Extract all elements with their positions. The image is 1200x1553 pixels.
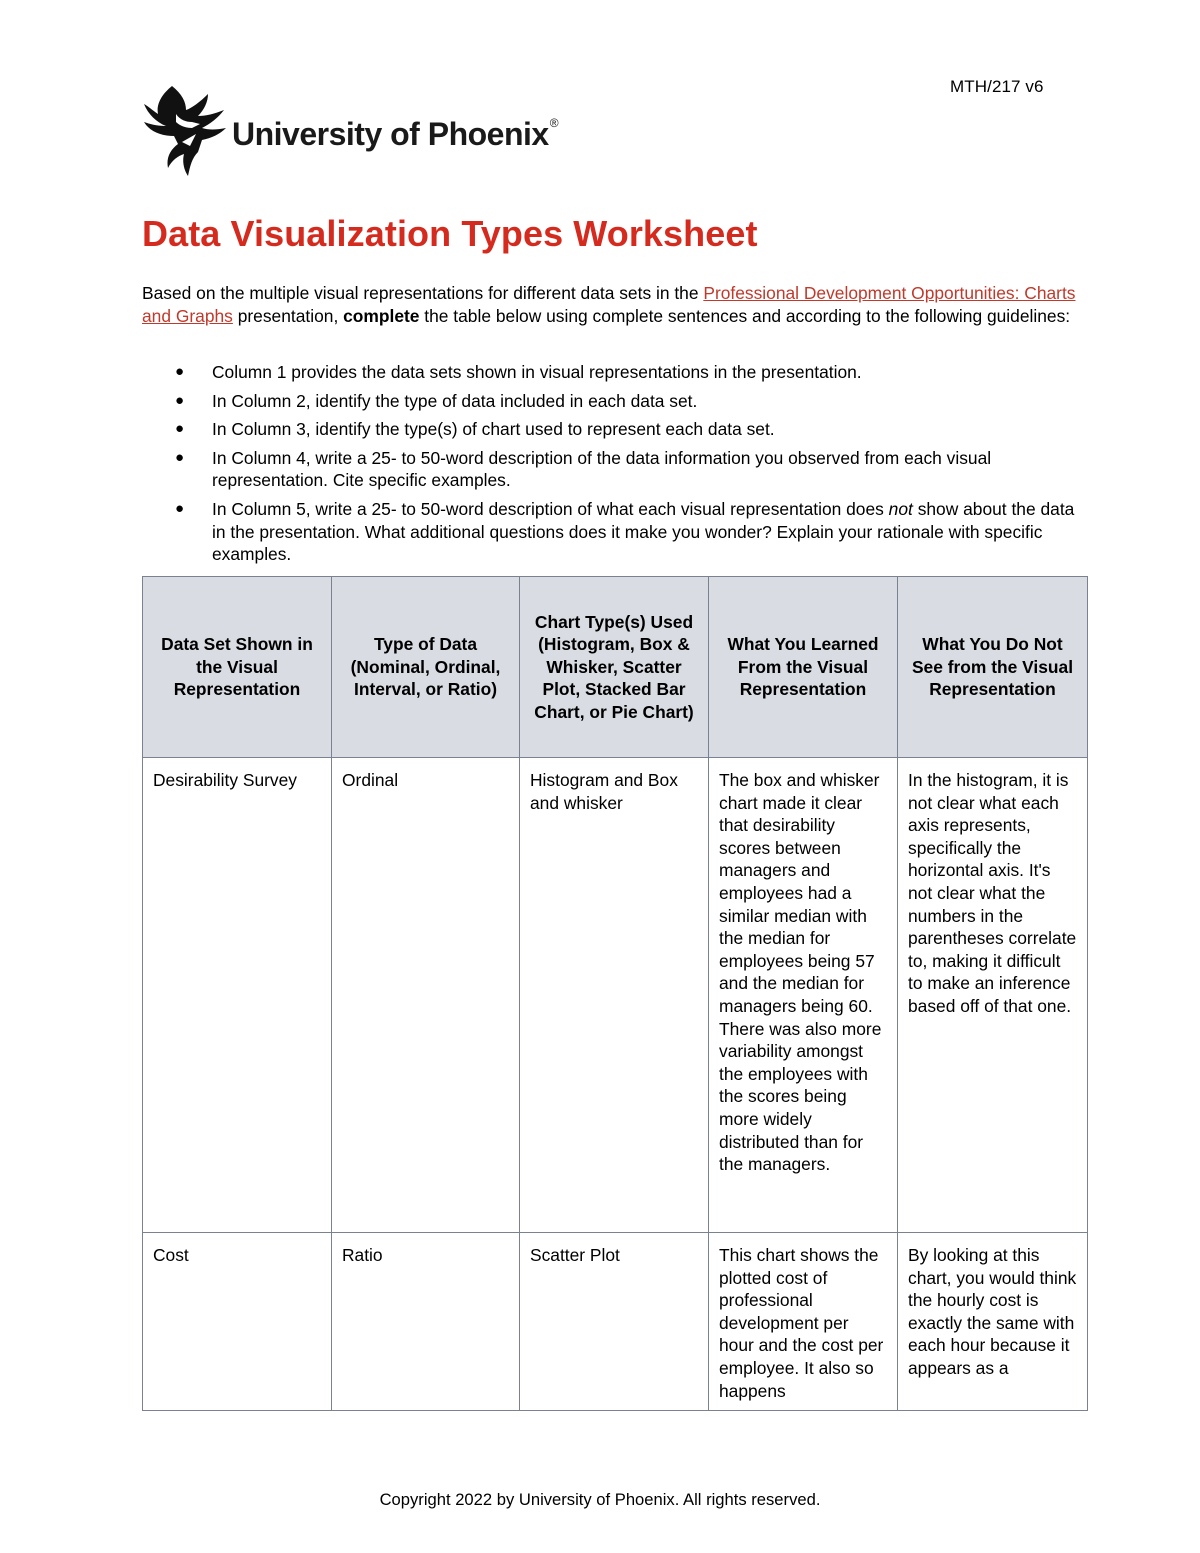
page-title: Data Visualization Types Worksheet bbox=[142, 213, 758, 254]
table-cell[interactable]: Scatter Plot bbox=[520, 1233, 709, 1411]
table-cell[interactable]: The box and whisker chart made it clear that desirability scores between managers and employees had a similar median with the median for employees being 57 and the median for managers being 60. There was also more variability amongst the employees with the scores being more widely distributed than for the managers. bbox=[709, 758, 898, 1233]
table-cell[interactable]: This chart shows the plotted cost of professional development per hour and the cost per employee. It also so happens bbox=[709, 1233, 898, 1411]
table-cell[interactable]: Desirability Survey bbox=[143, 758, 332, 1233]
logo-wordmark: University of Phoenix® bbox=[232, 116, 559, 152]
presentation-link[interactable]: Professional Development Opportunities: Charts and Graphs bbox=[142, 283, 1076, 326]
guideline-item: ● In Column 2, identify the type of data included in each data set. bbox=[175, 390, 698, 411]
emphasis-complete: complete bbox=[343, 305, 420, 326]
table-cell[interactable]: Ordinal bbox=[332, 758, 520, 1233]
guideline-item: ● In Column 4, write a 25- to 50-word description of the data information you observed from each visual representation. Cite specific examples. bbox=[175, 447, 992, 491]
column-header: What You Learned From the Visual Representation bbox=[709, 577, 898, 758]
course-code: MTH/217 v6 bbox=[950, 77, 1044, 96]
column-header: Data Set Shown in the Visual Representation bbox=[143, 577, 332, 758]
university-logo bbox=[142, 84, 562, 179]
table-cell[interactable]: Cost bbox=[143, 1233, 332, 1411]
table-cell[interactable]: Histogram and Box and whisker bbox=[520, 758, 709, 1233]
table-cell[interactable]: In the histogram, it is not clear what each axis represents, specifically the horizontal axis. It's not clear what the numbers in the parentheses correlate to, making it difficult to make an inference based off of that one. bbox=[898, 758, 1088, 1233]
worksheet-table bbox=[142, 576, 1088, 1411]
copyright-footer: Copyright 2022 by University of Phoenix. All rights reserved. bbox=[379, 1490, 821, 1509]
phoenix-bird-icon bbox=[142, 84, 228, 179]
guideline-item: ● In Column 5, write a 25- to 50-word description of what each visual representation does not show about the data in the presentation. What additional questions does it make you wonder? Explain your rationale with specific examples. bbox=[175, 498, 1075, 565]
column-header: What You Do Not See from the Visual Representation bbox=[898, 577, 1088, 758]
table-row bbox=[143, 1233, 1088, 1411]
guideline-item: ● Column 1 provides the data sets shown in visual representations in the presentation. bbox=[175, 362, 862, 382]
table-cell[interactable]: By looking at this chart, you would think the hourly cost is exactly the same with each hour because it appears as a bbox=[898, 1233, 1088, 1411]
column-header: Type of Data (Nominal, Ordinal, Interval, or Ratio) bbox=[332, 577, 520, 758]
table-row bbox=[143, 758, 1088, 1233]
guidelines-list bbox=[142, 361, 1077, 572]
guideline-item: ● In Column 3, identify the type(s) of chart used to represent each data set. bbox=[175, 419, 775, 440]
intro-paragraph: Based on the multiple visual representations for different data sets in the Professional Development Opportunities: Charts and Graphs presentation, complete the table below using complete sentences and according to the following guidelines: bbox=[142, 283, 1076, 326]
table-header-row bbox=[143, 577, 1088, 758]
table-cell[interactable]: Ratio bbox=[332, 1233, 520, 1411]
column-header: Chart Type(s) Used (Histogram, Box & Whisker, Scatter Plot, Stacked Bar Chart, or Pie Chart) bbox=[520, 577, 709, 758]
